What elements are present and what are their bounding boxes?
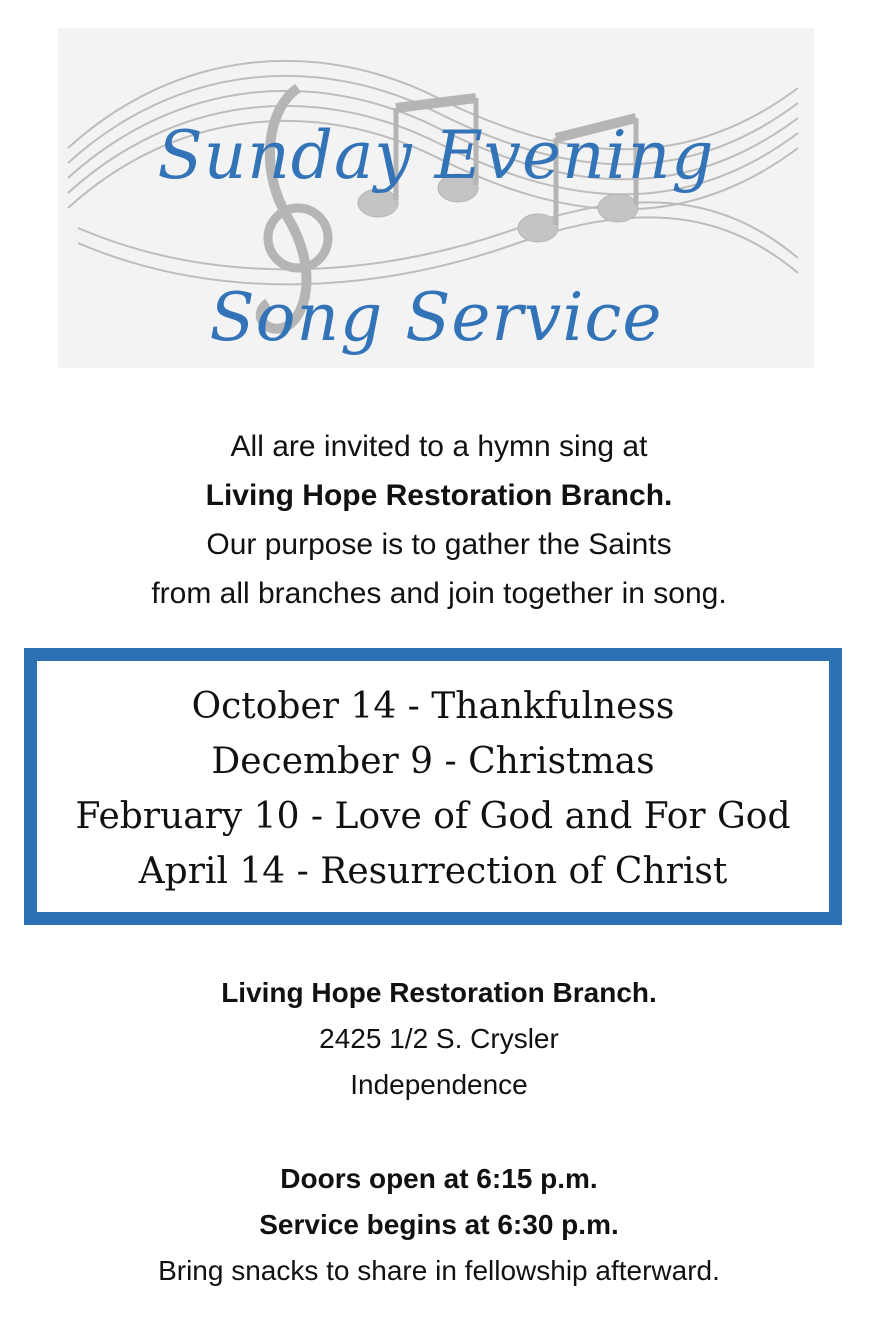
banner-title-line1: Sunday Evening <box>157 117 715 194</box>
schedule-item: February 10 - Love of God and For God <box>75 796 791 837</box>
intro-line: from all branches and join together in song. <box>151 577 727 610</box>
service-start-time: Service begins at 6:30 p.m. <box>259 1209 619 1240</box>
schedule-item: December 9 - Christmas <box>211 741 655 782</box>
venue-address: 2425 1/2 S. Crysler <box>319 1023 559 1054</box>
intro-text <box>0 422 878 618</box>
schedule-item: April 14 - Resurrection of Christ <box>138 851 728 892</box>
venue-name: Living Hope Restoration Branch. <box>221 977 657 1008</box>
schedule-item: October 14 - Thankfulness <box>191 686 675 727</box>
banner-title-line2: Song Service <box>209 279 663 356</box>
schedule-list <box>37 679 829 899</box>
intro-line: Our purpose is to gather the Saints <box>206 528 672 561</box>
time-info <box>0 1156 878 1294</box>
banner <box>58 28 814 368</box>
doors-open-time: Doors open at 6:15 p.m. <box>280 1163 598 1194</box>
snacks-note: Bring snacks to share in fellowship afterward. <box>158 1255 720 1286</box>
venue-info <box>0 970 878 1108</box>
venue-city: Independence <box>350 1069 528 1100</box>
schedule-box <box>24 648 842 925</box>
intro-line: All are invited to a hymn sing at <box>230 430 648 463</box>
intro-branch-name: Living Hope Restoration Branch. <box>205 479 673 512</box>
